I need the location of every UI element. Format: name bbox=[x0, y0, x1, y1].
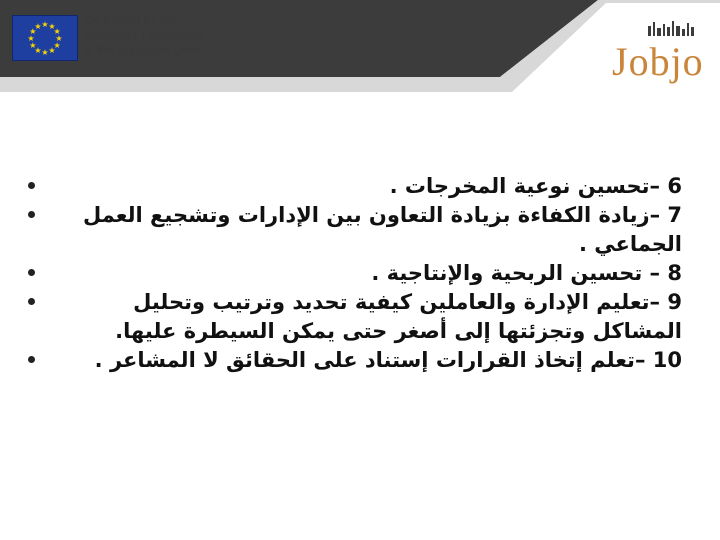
list-item-text: 10 –تعلم إتخاذ القرارات إستناد على الحقائق لا المشاعر . bbox=[94, 348, 682, 372]
list-item bbox=[22, 172, 682, 201]
eu-star-icon: ★ bbox=[48, 46, 56, 56]
objectives-list bbox=[22, 172, 682, 375]
bullet-icon bbox=[28, 298, 35, 305]
eu-star-icon: ★ bbox=[29, 27, 37, 36]
list-item-text: 6 –تحسين نوعية المخرجات . bbox=[389, 174, 682, 198]
list-item bbox=[22, 346, 682, 375]
eu-funding-text bbox=[84, 13, 244, 58]
jobjo-logo bbox=[600, 18, 708, 84]
eu-star-icon: ★ bbox=[53, 41, 61, 50]
bullet-icon bbox=[28, 269, 35, 276]
header-banner bbox=[0, 0, 720, 100]
logo-wordmark: Jobjo bbox=[612, 39, 704, 84]
list-item-text: 8 – تحسين الربحية والإنتاجية . bbox=[371, 261, 682, 285]
eu-flag-icon bbox=[12, 15, 78, 61]
list-item-text: الجماعي . bbox=[578, 232, 682, 256]
list-item-text: 9 –تعليم الإدارة والعاملين كيفية تحديد وترتيب وتحليل bbox=[133, 290, 682, 314]
eu-text-line: of the European Union bbox=[84, 43, 205, 57]
eu-star-icon: ★ bbox=[34, 46, 42, 56]
eu-star-icon: ★ bbox=[41, 20, 49, 29]
eu-star-icon: ★ bbox=[53, 27, 61, 36]
list-item-text: المشاكل وتجزئتها إلى أصغر حتى يمكن السيطرة عليها. bbox=[115, 319, 682, 343]
eu-star-icon: ★ bbox=[29, 41, 37, 50]
list-item bbox=[22, 288, 682, 317]
list-item-continuation bbox=[22, 317, 682, 346]
eu-star-icon: ★ bbox=[27, 34, 35, 43]
eu-text-line: Co-funded by the bbox=[84, 13, 177, 27]
eu-star-icon: ★ bbox=[55, 34, 63, 43]
eu-text-line: Erasmus+ Programme bbox=[84, 28, 205, 42]
eu-star-icon: ★ bbox=[41, 48, 49, 57]
eu-star-icon: ★ bbox=[34, 21, 42, 31]
bullet-icon bbox=[28, 211, 35, 218]
list-item bbox=[22, 259, 682, 288]
bullet-icon bbox=[28, 356, 35, 363]
list-item-text: 7 –زيادة الكفاءة بزيادة التعاون بين الإدارات وتشجيع العمل bbox=[82, 203, 682, 227]
list-item-continuation bbox=[22, 230, 682, 259]
list-item bbox=[22, 201, 682, 230]
skyline-icon bbox=[600, 18, 708, 40]
bullet-icon bbox=[28, 182, 35, 189]
eu-star-icon: ★ bbox=[48, 21, 56, 31]
